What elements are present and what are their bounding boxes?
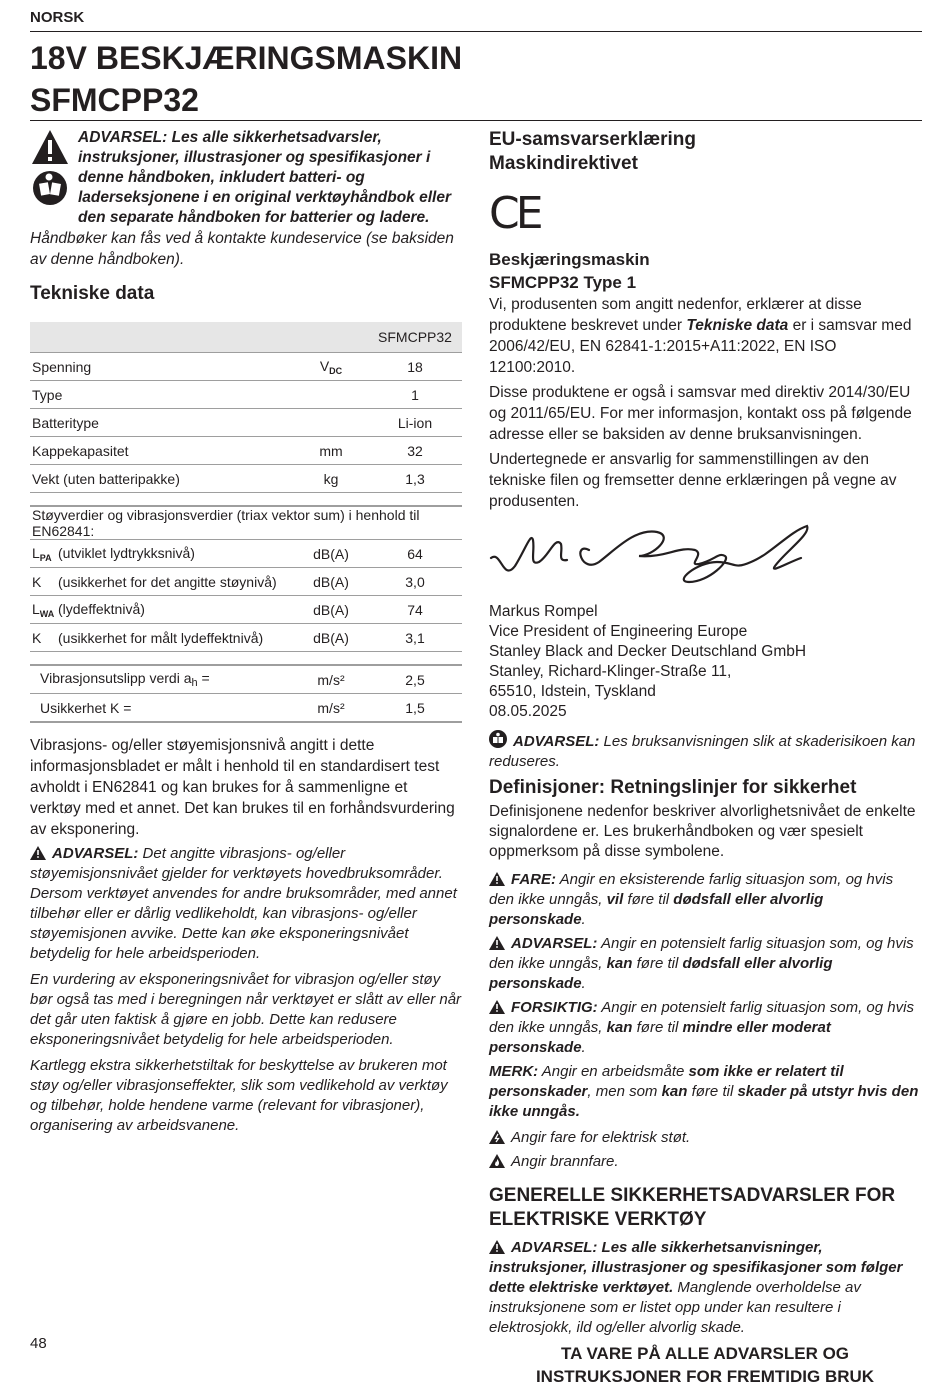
model-cell: SFMCPP32 xyxy=(368,322,462,353)
eu-declaration: Vi, produsenten som angitt nedenfor, erklærer at disse produktene beskrevet under Tekniske data er i samsvar med 2006/42/EU, EN 62841-1:2015+A11:2022, EN ISO 12100:2010. xyxy=(489,296,912,376)
noise-header-row: Støyverdier og vibrasjonsverdier (triax vektor sum) i henhold til EN62841: xyxy=(30,506,462,540)
spec-header-row xyxy=(30,322,462,353)
intro-note: Håndbøker kan fås ved å kontakte kundeservice (se baksiden av denne håndboken). xyxy=(30,230,454,268)
warning-triangle-icon xyxy=(30,128,70,208)
electric-shock-definition: Angir fare for elektrisk støt. xyxy=(489,1128,921,1148)
vibration-warning: ADVARSEL: Det angitte vibrasjons- og/eller støyemisjonsnivået gjelder for verktøyets hovedbruksområder. Dersom verktøyet anvendes for andre bruksområder, med annet tilbehør eller er dårlig vedlikeholdt, kan vibrasjons- og/eller støyemisjonen avvike. Dette kan øke eksponeringsnivået betydelig for hele arbeidsperioden. xyxy=(30,845,457,962)
warning-triangle-icon xyxy=(489,936,505,950)
top-divider xyxy=(30,31,922,32)
definitions-heading: Definisjoner: Retningslinjer for sikkerhet xyxy=(489,777,857,798)
general-safety-heading: GENERELLE SIKKERHETSADVARSLER FOR ELEKTRISKE VERKTØY xyxy=(489,1185,896,1230)
caution-definition: FORSIKTIG: Angir en potensielt farlig situasjon som, og hvis den ikke unngås, kan føre til mindre eller moderat personskade. xyxy=(489,999,914,1056)
fire-icon xyxy=(489,1154,505,1168)
electric-shock-icon xyxy=(489,1130,505,1144)
warning-triangle-icon xyxy=(489,872,505,886)
intro-warning-text: ADVARSEL: Les alle sikkerhetsadvarsler, instruksjoner, illustrasjoner og spesifikasjoner i denne håndboken, inkludert batteri- og laderseksjonene i en original verktøyhåndbok eller den separate håndboken for batterier og ladere. xyxy=(78,129,451,226)
eu-directives: Disse produktene er også i samsvar med direktiv 2014/30/EU og 2011/65/EU. For mer informasjon, kontakt oss på følgende adresse eller se baksiden av denne bruksanvisningen. xyxy=(489,384,912,443)
warning-definition: ADVARSEL: Angir en potensielt farlig situasjon som, og hvis den ikke unngås, kan føre til dødsfall eller alvorlig personskade. xyxy=(489,935,914,992)
notice-definition: MERK: Angir en arbeidsmåte som ikke er relatert til personskader, men som kan føre til skader på utstyr hvis den ikke unngås. xyxy=(489,1063,919,1120)
right-column xyxy=(489,128,921,1388)
page-number: 48 xyxy=(30,1335,47,1352)
ce-mark-icon: CE xyxy=(489,188,540,239)
table-row: Usikkerhet K = m/s² 1,5 xyxy=(30,694,462,723)
table-row: Vekt (uten batteripakke) kg 1,3 xyxy=(30,465,462,493)
title-line1: 18V BESKJÆRINGSMASKIN xyxy=(30,40,463,76)
table-row: Batteritype Li-ion xyxy=(30,409,462,437)
table-row: $L_{PA}$ (utviklet lydtrykksnivå) dB(A) 64 xyxy=(30,540,462,568)
page-title xyxy=(30,37,920,121)
table-row: Type 1 xyxy=(30,381,462,409)
eu-responsible: Undertegnede er ansvarlig for sammenstillingen av den tekniske filen og fremsetter denne erklæringen på vegne av produsenten. xyxy=(489,451,897,510)
intro-warning xyxy=(30,128,462,228)
signer-block: Markus Rompel Vice President of Engineering Europe Stanley Black and Decker Deutschland GmbH Stanley, Richard-Klinger-Straße 11, 65510, Idstein, Tyskland 08.05.2025 xyxy=(489,603,807,720)
tech-heading: Tekniske data xyxy=(30,283,155,304)
exposure-paragraph: En vurdering av eksponeringsnivået for vibrasjon og/eller støy bør også tas med i beregningen når verktøyet er slått av eller når det går uten faktisk å gjøre en jobb. Dette kan redusere eksponeringsnivået betydelig for hele arbeidsperioden. xyxy=(30,971,462,1048)
warning-triangle-icon xyxy=(30,846,46,860)
eu-heading: EU-samsvarserklæring Maskindirektivet xyxy=(489,129,696,174)
table-row: $L_{WA}$ (lydeffektnivå) dB(A) 74 xyxy=(30,596,462,624)
table-row: Vibrasjonsutslipp verdi $a_h$ = m/s² 2,5 xyxy=(30,665,462,694)
table-row: K (usikkerhet for målt lydeffektnivå) dB(A) 3,1 xyxy=(30,624,462,652)
table-row: Kappekapasitet mm 32 xyxy=(30,437,462,465)
definitions-intro: Definisjonene nedenfor beskriver alvorlighetsnivået de enkelte signalordene er. Les brukerhåndboken og vær spesielt oppmerksom på disse symbolene. xyxy=(489,803,916,860)
fire-definition: Angir brannfare. xyxy=(489,1152,921,1172)
title-divider xyxy=(30,120,922,121)
danger-definition: FARE: Angir en eksisterende farlig situasjon som, og hvis den ikke unngås, vil føre til dødsfall eller alvorlig personskade. xyxy=(489,871,894,928)
title-line2: SFMCPP32 xyxy=(30,82,199,118)
general-safety-warning: ADVARSEL: Les alle sikkerhetsanvisninger, instruksjoner, illustrasjoner og spesifikasjoner som følger dette elektriske verktøyet. Manglende overholdelse av instruksjonene som er listet opp under kan resultere i elektrosjokk, ild og/eller alvorlig skade. xyxy=(489,1239,903,1336)
table-row: Spenning $V_{DC}$ 18 xyxy=(30,353,462,381)
keep-instructions-notice: TA VARE PÅ ALLE ADVARSLER OG INSTRUKSJONER FOR FREMTIDIG BRUK xyxy=(535,1344,875,1386)
language-label: NORSK xyxy=(30,9,85,26)
left-column xyxy=(30,128,462,1136)
warning-triangle-icon xyxy=(489,1240,505,1254)
read-manual-icon xyxy=(489,730,507,748)
signature-image xyxy=(489,522,819,602)
manual-warning: ADVARSEL: Les bruksanvisningen slik at skaderisikoen kan reduseres. xyxy=(489,730,921,772)
safety-measures-paragraph: Kartlegg ekstra sikkerhetstiltak for beskyttelse av brukeren mot støy og/eller vibrasjonseffekter, slik som vedlikehold av verktøy og tilbehør, holde hendene varme (relevant for vibrasjoner), organisering av arbeidsvanene. xyxy=(30,1057,448,1134)
spec-table xyxy=(30,322,462,723)
table-row: K (usikkerhet for det angitte støynivå) dB(A) 3,0 xyxy=(30,568,462,596)
product-name: Beskjæringsmaskin SFMCPP32 Type 1 xyxy=(489,250,650,292)
vibration-paragraph: Vibrasjons- og/eller støyemisjonsnivå angitt i dette informasjonsbladet er målt i henhold til en standardisert test avholdt i EN62841 og kan brukes for å sammenligne et verktøy med et annet. Det kan brukes til en forhåndsvurdering av eksponering. xyxy=(30,737,455,838)
intro-icons xyxy=(30,128,70,228)
warning-triangle-icon xyxy=(489,1000,505,1014)
